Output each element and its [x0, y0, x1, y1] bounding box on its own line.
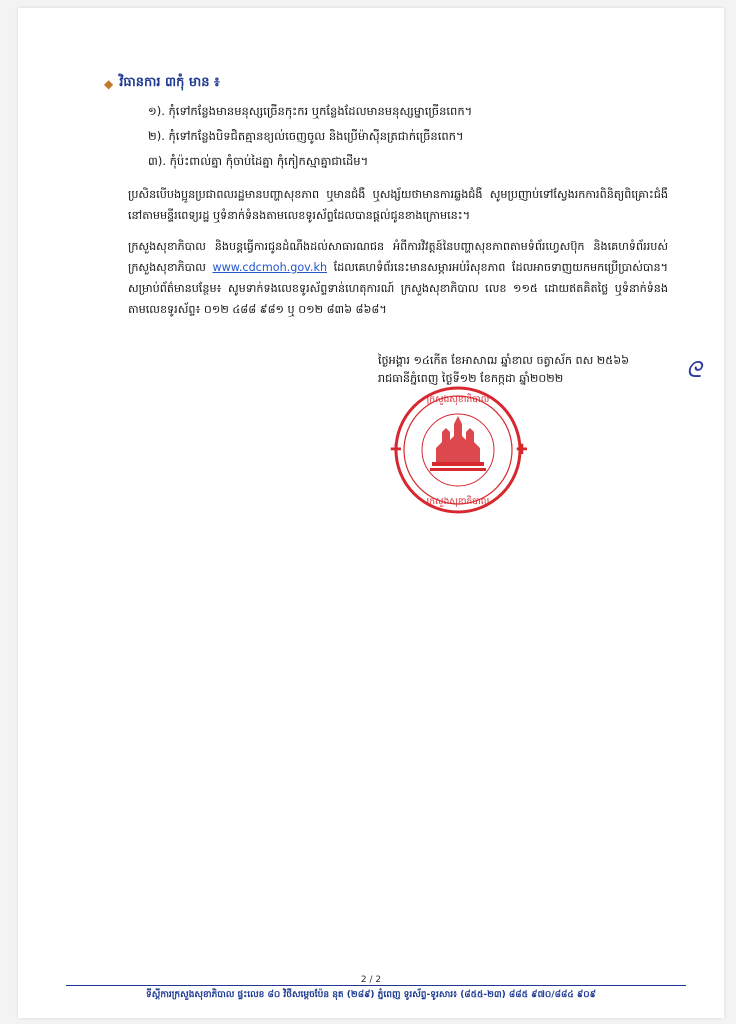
- website-link[interactable]: www.cdcmoh.gov.kh: [212, 261, 328, 274]
- page-number: 2 / 2: [360, 975, 382, 985]
- date-solar: រាជធានីភ្នំពេញ ថ្ងៃទី១២ ខែកក្កដា ឆ្នាំ២០២២: [378, 372, 564, 385]
- heading-text: វិធានការ ៣កុំ មាន ៖: [119, 75, 220, 90]
- diamond-bullet-icon: ◆: [104, 76, 114, 91]
- svg-text:ក្រសួងសុខាភិបាល: ក្រសួងសុខាភិបាល: [426, 395, 490, 405]
- svg-text:✚: ✚: [390, 442, 402, 458]
- paragraph-advice: ប្រសិនបើបងប្អូនប្រជាពលរដ្ឋមានបញ្ហាសុខភាព ឬមានជំងឺ ឬសង្ស័យថាមានការឆ្លងជំងឺ សូមប្រញាប់ទៅស្វែងរកការពិនិត្យពិគ្រោះជំងឺនៅតាមមន្ទីរពេទ្យរដ្ឋ ឬទំនាក់ទំនងតាមលេខទូរស័ព្ទដែលបានផ្តល់ជូនខាងក្រោមនេះ។: [128, 188, 668, 222]
- rule-item-2: ២). កុំទៅកន្លែងបិទជិតគ្មានខ្យល់ចេញចូល និងប្រើម៉ាស៊ីនត្រជាក់ច្រើនពេក។: [148, 129, 464, 143]
- date-lunar: ថ្ងៃអង្គារ ១៤កើត ខែអាសាឍ ឆ្នាំខាល ចត្វាស័ក ពស ២៥៦៦: [378, 354, 630, 367]
- ministry-seal-icon: [378, 380, 538, 520]
- rule-item-1: ១). កុំទៅកន្លែងមានមនុស្សច្រើនកុះករ ឬកន្លែងដែលមានមនុស្សម្នាច្រើនពេក។: [148, 104, 473, 118]
- section-heading: [104, 74, 220, 93]
- footer-address: ទីស្តីការក្រសួងសុខាភិបាល ផ្ទះលេខ ៨០ វិថីសម្តេចប៉ែន នុត (២៨៩) ភ្នំពេញ ទូរស័ព្ទ-ទូរសារ៖ (៨៥៥-២៣) ៨៨៥ ៩៧០/៨៨៤ ៩០៩: [146, 990, 596, 1000]
- footer-divider: [66, 985, 686, 986]
- paragraph-info-end: ដែលគេហទំព័រនេះមានសម្ភារអប់រំសុខភាព ដែលអាចទាញយកមកប្រើប្រាស់បាន។ សម្រាប់ព័ត៌មានបន្ថែម៖ សូមទាក់ទងលេខទូរស័ព្ទទាន់ហេតុការណ៍ ក្រសួងសុខាភិបាល លេខ ១១៥ ដោយឥតគិតថ្លៃ ឬទំនាក់ទំនងតាមលេខទូរស័ព្ទ៖ ០១២ ៤៨៨ ៩៨១ ឬ ០១២ ៨៣៦ ៨៦៨។: [128, 261, 668, 316]
- svg-text:✚: ✚: [516, 442, 528, 458]
- document-page: [18, 8, 724, 1018]
- svg-text:ក្រសួងសុខាភិបាល: ក្រសួងសុខាភិបាល: [426, 497, 490, 507]
- handwritten-signature: ᘓ: [686, 358, 702, 383]
- rule-item-3: ៣). កុំប៉ះពាល់គ្នា កុំចាប់ដៃគ្នា កុំកៀកស្មាគ្នាជាដើម។: [148, 154, 369, 168]
- paragraph-info: [128, 236, 668, 320]
- paragraph-info-start: ក្រសួងសុខាភិបាល និងបន្តធ្វើការជូនដំណឹងដល់សាធារណជន អំពីការវិវត្តន៍នៃបញ្ហាសុខភាពតាមទំព័រហ្វេសប៊ុក និងគេហទំព័ររបស់ក្រសួងសុខាភិបាល: [128, 240, 668, 274]
